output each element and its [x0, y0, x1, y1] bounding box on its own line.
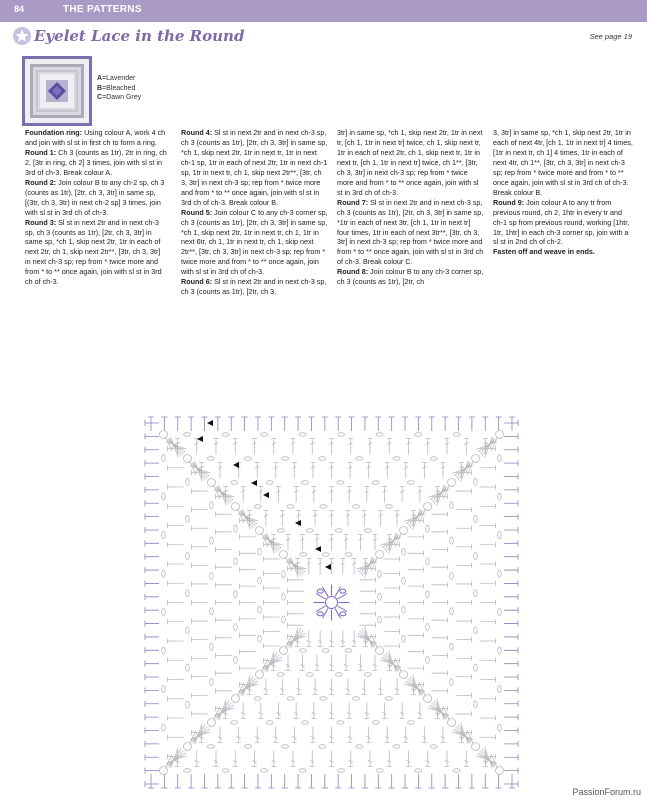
- instruction-paragraph: Round 5: Join colour C to any ch-3 corner sp, ch 3 (counts as 1tr), [2tr, ch 3, 3tr] in same sp, *ch 1, skip next 2tr, 1tr in next tr, ch 1, 1tr in next 6tr, ch 1, 1tr in next tr, ch 1, skip next 2tr**, [3tr, ch 3, 3tr] in next ch-3 sp; rep from * twice more and from * to ** once again, join with sl st in 3rd ch of ch-3.: [181, 207, 328, 277]
- pattern-title: Eyelet Lace in the Round: [34, 27, 245, 45]
- instruction-paragraph: Foundation ring: Using colour A, work 4 ch and join with sl st in first ch to form a ring.: [25, 128, 166, 147]
- header-bar: [0, 0, 647, 22]
- instruction-paragraph: 3tr] in same sp, *ch 1, skip next 2tr, 1tr in next tr, [ch 1, 1tr in next tr] twice, ch 1, skip next tr, 1tr in each of next 2tr, ch 1, skip next tr, 1tr in next tr, [ch 1, 1tr in next tr] twice, ch 1**, [3tr, ch 3, 3tr] in next ch-3 sp; rep from * twice more and from * to ** once again, join with sl st in 3rd ch of ch-3.: [337, 128, 483, 197]
- section-title: THE PATTERNS: [63, 4, 142, 15]
- instructions-column-1: [25, 128, 168, 287]
- legend-c: C=Dawn Grey: [97, 94, 142, 101]
- legend-b: B=Bleached: [97, 84, 136, 92]
- pattern-title-row: [12, 26, 632, 48]
- star-icon: [12, 26, 32, 46]
- instruction-paragraph: Round 8: Join colour B to any ch-3 corner sp, ch 3 (counts as 1tr), [2tr, ch: [337, 267, 484, 287]
- instructions-column-2: [181, 128, 328, 297]
- see-page-reference: See page 19: [589, 32, 632, 41]
- instruction-paragraph: Round 2: Join colour B to any ch-2 sp, ch 3 (counts as 1tr), [2tr, ch 3, 3tr] in same sp, [(3tr, ch 3, 3tr) in next ch-2 sp] 3 times, join with sl st in 3rd ch of ch-3.: [25, 177, 165, 217]
- instructions-column-4: [493, 128, 633, 257]
- legend-a: A=Lavender: [97, 75, 136, 82]
- page-number: 84: [14, 4, 25, 14]
- watermark: PassionForum.ru: [572, 787, 641, 797]
- crochet-symbol-chart: [139, 411, 524, 794]
- instruction-paragraph: Round 1: Ch 3 (counts as 1tr), 2tr in ring, ch 2, [3tr in ring, ch 2] 3 times, join with sl st in 3rd of ch-3. Break colour A.: [25, 147, 167, 177]
- instruction-paragraph: Round 7: Sl st in next 2tr and in next ch-3 sp, ch 3 (counts as 1tr), [2tr, ch 3, 3tr] in same sp, *1tr in each of next 3tr, [ch 1, 1tr in next tr] four times, 1tr in each of next 3tr**, [3tr, ch 3, 3tr] in next ch-3 sp; rep from * twice more and from * to ** once again, join with sl st in 3rd ch of ch-3. Break colour C.: [337, 197, 484, 267]
- instructions-column-3: [337, 128, 484, 287]
- finished-square-swatch: [22, 56, 92, 126]
- instruction-paragraph: Round 6: Sl st in next 2tr and in next ch-3 sp, ch 3 (counts as 1tr), [2tr, ch 3,: [181, 277, 327, 297]
- instruction-paragraph: Round 3: Sl st in next 2tr and in next ch-3 sp, ch 3 (counts as 1tr), [2tr, ch 3, 3tr] in same sp, *ch 1, skip next 2tr, 1tr in each of next 2tr, ch 1, skip next 2tr**, [3tr, ch 3, 3tr] in next ch-3 sp; rep from * twice more and from * to ** once again, join with sl st in 3rd ch of ch-3.: [25, 217, 162, 287]
- instruction-paragraph: 3, 3tr] in same sp, *ch 1, skip next 2tr, 1tr in each of next 4tr, [ch 1, 1tr in next tr] 4 times, [1tr in next tr, ch 1] 4 times, 1tr in each of next 4tr, ch 1**, [3tr, ch 3, 3tr] in next ch-3 sp; rep from * twice more and from * to ** once again, join with sl st in 3rd ch of ch-3. Break colour B.: [493, 128, 633, 197]
- instruction-paragraph: Round 9: Join colour A to any tr from previous round, ch 2, 1htr in every tr and ch-1 sp from previous round, working [1htr, 1tr, 1htr] in each ch-3 corner sp, join with a sl st in 2nd ch of ch-2.: [493, 197, 630, 247]
- colour-legend: [97, 74, 141, 103]
- instruction-paragraph: Fasten off and weave in ends.: [493, 247, 595, 257]
- instruction-paragraph: Round 4: Sl st in next 2tr and in next ch-3 sp, ch 3 (counts as 1tr), [2tr, ch 3, 3tr] in same sp, *ch 1, skip next 2tr, 1tr in next tr, 1tr in next ch-1 sp, 1tr in each of next 2tr, 1tr in next ch-1 sp, 1tr in next tr, ch 1, skip next 2tr**, [3tr, ch 3, 3tr] in next ch-3 sp; rep from * twice more and from * to ** once again, join with sl st in 3rd ch of ch-3. Break colour B.: [181, 128, 328, 207]
